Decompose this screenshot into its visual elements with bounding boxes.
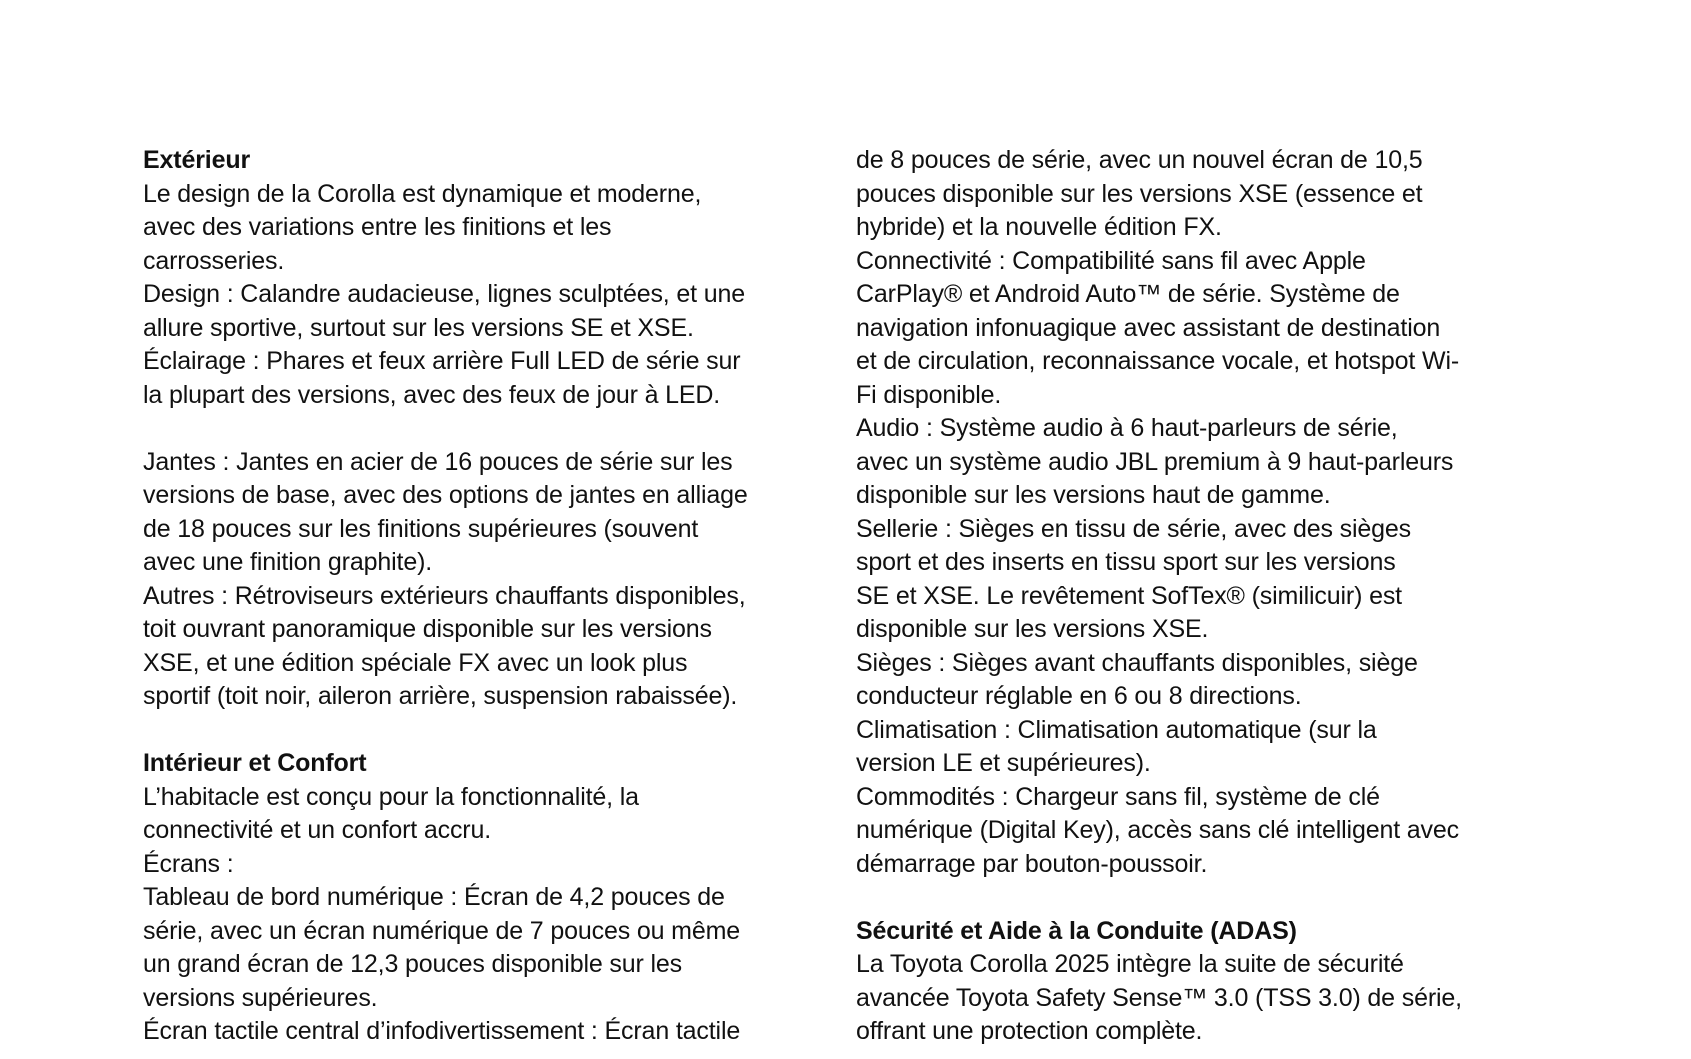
section-heading-exterior: Extérieur xyxy=(143,146,251,174)
text-line: version LE et supérieures). xyxy=(856,749,1151,777)
paragraph-gap xyxy=(143,714,843,748)
text-line: avec des variations entre les finitions et les xyxy=(143,213,612,241)
text-line: disponible sur les versions XSE. xyxy=(856,615,1209,643)
text-line: CarPlay® et Android Auto™ de série. Système de xyxy=(856,280,1400,308)
text-line: sportif (toit noir, aileron arrière, suspension rabaissée). xyxy=(143,682,738,710)
right-column xyxy=(856,144,1571,1049)
text-line: sport et des inserts en tissu sport sur les versions xyxy=(856,548,1396,576)
text-line: Audio : Système audio à 6 haut-parleurs de série, xyxy=(856,414,1398,442)
text-line: conducteur réglable en 6 ou 8 directions. xyxy=(856,682,1302,710)
text-line: Connectivité : Compatibilité sans fil avec Apple xyxy=(856,246,1366,275)
text-line: série, avec un écran numérique de 7 pouces ou même xyxy=(143,916,741,945)
text-line: SE et XSE. Le revêtement SofTex® (similicuir) est xyxy=(856,581,1402,610)
text-line: et de circulation, reconnaissance vocale, et hotspot Wi- xyxy=(856,347,1460,375)
text-line: avec un système audio JBL premium à 9 haut-parleurs xyxy=(856,447,1454,476)
text-line: Sièges : Sièges avant chauffants disponibles, siège xyxy=(856,648,1418,677)
text-line: avec une finition graphite). xyxy=(143,548,433,576)
text-line: de 18 pouces sur les finitions supérieures (souvent xyxy=(143,514,699,543)
text-line: Éclairage : Phares et feux arrière Full LED de série sur xyxy=(143,347,741,375)
text-line: Jantes : Jantes en acier de 16 pouces de série sur les xyxy=(143,447,733,476)
text-line: Climatisation : Climatisation automatique (sur la xyxy=(856,715,1377,744)
text-line: carrosseries. xyxy=(143,246,285,275)
text-line: Tableau de bord numérique : Écran de 4,2 pouces de xyxy=(143,883,725,911)
text-line: connectivité et un confort accru. xyxy=(143,816,492,844)
text-line: versions de base, avec des options de jantes en alliage xyxy=(143,481,748,509)
text-line: de 8 pouces de série, avec un nouvel écran de 10,5 xyxy=(856,146,1423,174)
text-line: Écrans : xyxy=(143,849,234,878)
text-line: Fi disponible. xyxy=(856,380,1002,409)
text-line: un grand écran de 12,3 pouces disponible sur les xyxy=(143,950,683,978)
text-line: versions supérieures. xyxy=(143,983,378,1012)
text-line: XSE, et une édition spéciale FX avec un look plus xyxy=(143,648,688,677)
left-column xyxy=(143,144,843,1049)
text-line: L’habitacle est conçu pour la fonctionnalité, la xyxy=(143,782,639,811)
text-line: la plupart des versions, avec des feux de jour à LED. xyxy=(143,380,721,409)
text-line: Sellerie : Sièges en tissu de série, avec des sièges xyxy=(856,514,1412,543)
paragraph-gap xyxy=(143,412,843,446)
text-line: Écran tactile central d’infodivertissement : Écran tactile xyxy=(143,1017,741,1045)
text-line: Le design de la Corolla est dynamique et moderne, xyxy=(143,179,702,208)
text-line: numérique (Digital Key), accès sans clé intelligent avec xyxy=(856,816,1460,844)
text-line: navigation infonuagique avec assistant de destination xyxy=(856,313,1441,342)
text-line: toit ouvrant panoramique disponible sur les versions xyxy=(143,615,712,643)
section-heading-interior: Intérieur et Confort xyxy=(143,749,367,777)
text-line: démarrage par bouton-poussoir. xyxy=(856,849,1208,878)
text-line: Design : Calandre audacieuse, lignes sculptées, et une xyxy=(143,280,746,308)
text-line: hybride) et la nouvelle édition FX. xyxy=(856,213,1222,241)
text-line: disponible sur les versions haut de gamme. xyxy=(856,481,1331,509)
text-line: allure sportive, surtout sur les versions SE et XSE. xyxy=(143,313,694,342)
text-line: avancée Toyota Safety Sense™ 3.0 (TSS 3.0) de série, xyxy=(856,983,1462,1012)
paragraph-gap xyxy=(856,881,1571,915)
text-line: Commodités : Chargeur sans fil, système de clé xyxy=(856,782,1380,811)
text-line: Autres : Rétroviseurs extérieurs chauffants disponibles, xyxy=(143,581,746,610)
section-heading-safety: Sécurité et Aide à la Conduite (ADAS) xyxy=(856,916,1297,945)
text-line: La Toyota Corolla 2025 intègre la suite de sécurité xyxy=(856,950,1404,978)
text-line: pouces disponible sur les versions XSE (essence et xyxy=(856,179,1423,208)
text-line: offrant une protection complète. xyxy=(856,1017,1203,1045)
